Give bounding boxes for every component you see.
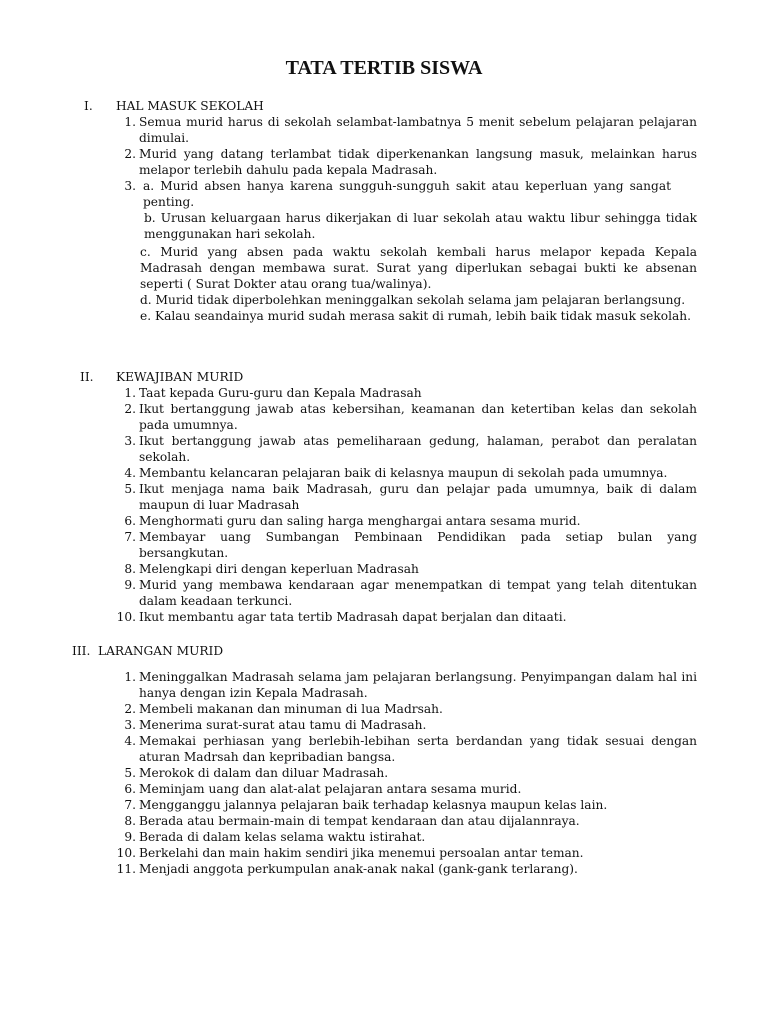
item-text: a. Murid absen hanya karena sungguh-sungguh sakit atau keperluan yang sangat penting. bbox=[143, 179, 671, 209]
list-item bbox=[116, 861, 697, 877]
item-number: 9. bbox=[124, 578, 136, 592]
item-number: 11. bbox=[116, 862, 136, 876]
list-item bbox=[116, 178, 697, 210]
subitem-text: e. Kalau seandainya murid sudah merasa sakit di rumah, lebih baik tidak masuk sekolah. bbox=[140, 309, 691, 323]
section-1-list bbox=[116, 114, 697, 324]
item-number: 5. bbox=[124, 766, 136, 780]
list-item bbox=[116, 797, 697, 813]
item-number: 7. bbox=[124, 798, 136, 812]
list-subitem bbox=[140, 292, 697, 308]
list-item bbox=[116, 433, 697, 465]
item-text: Merokok di dalam dan diluar Madrasah. bbox=[139, 766, 389, 780]
item-text: Memakai perhiasan yang berlebih-lebihan serta berdandan yang tidak sesuai dengan aturan Madrsah dan kepribadian bangsa. bbox=[139, 734, 697, 764]
item-text: Mengganggu jalannya pelajaran baik terhadap kelasnya maupun kelas lain. bbox=[139, 798, 608, 812]
item-text: Ikut bertanggung jawab atas kebersihan, keamanan dan ketertiban kelas dan sekolah pada umumnya. bbox=[139, 402, 697, 432]
list-item bbox=[116, 481, 697, 513]
list-subitem bbox=[140, 244, 697, 292]
list-item bbox=[116, 385, 697, 401]
item-number: 9. bbox=[124, 830, 136, 844]
list-item bbox=[116, 701, 697, 717]
item-text: Membeli makanan dan minuman di lua Madrsah. bbox=[139, 702, 443, 716]
item-number: 3. bbox=[124, 434, 136, 448]
item-text: Membayar uang Sumbangan Pembinaan Pendidikan pada setiap bulan yang bersangkutan. bbox=[139, 530, 697, 560]
list-item bbox=[116, 717, 697, 733]
item-number: 8. bbox=[124, 562, 136, 576]
list-item bbox=[116, 513, 697, 529]
item-text: Membantu kelancaran pelajaran baik di kelasnya maupun di sekolah pada umumnya. bbox=[139, 466, 668, 480]
item-number: 6. bbox=[124, 782, 136, 796]
list-item bbox=[116, 465, 697, 481]
item-text: Menjadi anggota perkumpulan anak-anak nakal (gank-gank terlarang). bbox=[139, 862, 578, 876]
list-item bbox=[116, 765, 697, 781]
item-number: 8. bbox=[124, 814, 136, 828]
item-number: 2. bbox=[124, 147, 136, 161]
section-heading-1 bbox=[84, 98, 264, 114]
list-item bbox=[116, 146, 697, 178]
subitem-text: d. Murid tidak diperbolehkan meninggalkan sekolah selama jam pelajaran berlangsung. bbox=[140, 293, 686, 307]
list-item bbox=[116, 561, 697, 577]
item-text: Taat kepada Guru-guru dan Kepala Madrasah bbox=[139, 386, 422, 400]
document-title: TATA TERTIB SISWA bbox=[285, 57, 483, 79]
list-item bbox=[116, 845, 697, 861]
section-numeral: III. bbox=[72, 644, 91, 658]
item-number: 5. bbox=[124, 482, 136, 496]
item-text: Ikut membantu agar tata tertib Madrasah dapat berjalan dan ditaati. bbox=[139, 610, 567, 624]
item-text: Menerima surat-surat atau tamu di Madrasah. bbox=[139, 718, 427, 732]
section-title: KEWAJIBAN MURID bbox=[116, 370, 244, 384]
item-number: 1. bbox=[124, 115, 136, 129]
item-number: 2. bbox=[124, 402, 136, 416]
item-number: 6. bbox=[124, 514, 136, 528]
list-item bbox=[116, 733, 697, 765]
item-number: 3. bbox=[124, 718, 136, 732]
item-text: Murid yang datang terlambat tidak diperkenankan langsung masuk, melainkan harus melapor terlebih dahulu pada kepala Madrasah. bbox=[139, 147, 697, 177]
item-number: 3. bbox=[124, 179, 136, 193]
subitem-text: c. Murid yang absen pada waktu sekolah kembali harus melapor kepada Kepala Madrasah dengan membawa surat. Surat yang diperlukan sebagai bukti ke absenan seperti ( Surat Dokter atau orang tua/walinya). bbox=[140, 245, 697, 291]
section-2-list bbox=[116, 385, 697, 625]
item-number: 4. bbox=[124, 734, 136, 748]
item-text: Berkelahi dan main hakim sendiri jika menemui persoalan antar teman. bbox=[139, 846, 584, 860]
list-item bbox=[116, 529, 697, 561]
item-number: 1. bbox=[124, 670, 136, 684]
item-number: 4. bbox=[124, 466, 136, 480]
item-number: 1. bbox=[124, 386, 136, 400]
item-number: 10. bbox=[116, 846, 136, 860]
list-item bbox=[116, 781, 697, 797]
item-text: Menghormati guru dan saling harga menghargai antara sesama murid. bbox=[139, 514, 581, 528]
section-numeral: II. bbox=[80, 370, 94, 384]
list-item bbox=[116, 609, 697, 625]
item-number: 10. bbox=[116, 610, 136, 624]
item-text: Ikut bertanggung jawab atas pemeliharaan gedung, halaman, perabot dan peralatan sekolah. bbox=[139, 434, 697, 464]
item-text: Melengkapi diri dengan keperluan Madrasah bbox=[139, 562, 419, 576]
section-heading-3 bbox=[72, 643, 223, 659]
item-text: Ikut menjaga nama baik Madrasah, guru dan pelajar pada umumnya, baik di dalam maupun di luar Madrasah bbox=[139, 482, 697, 512]
list-item bbox=[116, 114, 697, 146]
item-number: 2. bbox=[124, 702, 136, 716]
item-text: Semua murid harus di sekolah selambat-lambatnya 5 menit sebelum pelajaran pelajaran dimulai. bbox=[139, 115, 697, 145]
item-text: Berada di dalam kelas selama waktu istirahat. bbox=[139, 830, 426, 844]
item-number: 7. bbox=[124, 530, 136, 544]
list-item bbox=[116, 829, 697, 845]
item-text: Murid yang membawa kendaraan agar menempatkan di tempat yang telah ditentukan dalam keadaan terkunci. bbox=[139, 578, 697, 608]
list-subitem bbox=[144, 210, 697, 242]
section-title: LARANGAN MURID bbox=[98, 644, 224, 658]
item-text: Berada atau bermain-main di tempat kendaraan dan atau dijalannraya. bbox=[139, 814, 580, 828]
item-text: Meminjam uang dan alat-alat pelajaran antara sesama murid. bbox=[139, 782, 522, 796]
list-item bbox=[116, 401, 697, 433]
section-3-list bbox=[116, 669, 697, 877]
list-item bbox=[116, 813, 697, 829]
list-subitem bbox=[140, 308, 697, 324]
section-heading-2 bbox=[80, 369, 243, 385]
list-item bbox=[116, 669, 697, 701]
section-title: HAL MASUK SEKOLAH bbox=[116, 99, 264, 113]
list-item bbox=[116, 577, 697, 609]
subitem-text: b. Urusan keluargaan harus dikerjakan di luar sekolah atau waktu libur sehingga tidak menggunakan hari sekolah. bbox=[144, 211, 697, 241]
section-numeral: I. bbox=[84, 99, 93, 113]
item-text: Meninggalkan Madrasah selama jam pelajaran berlangsung. Penyimpangan dalam hal ini hanya dengan izin Kepala Madrasah. bbox=[139, 670, 697, 700]
